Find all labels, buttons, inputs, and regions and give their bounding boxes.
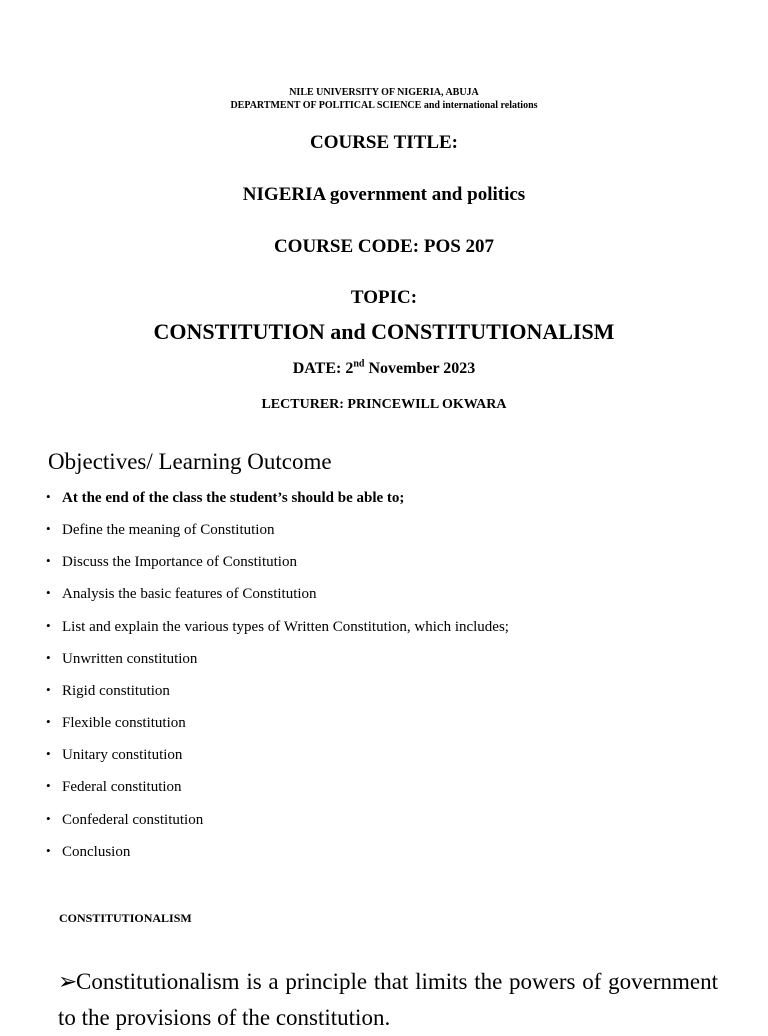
date-rest: November 2023 (364, 360, 476, 377)
list-item-text: Confederal constitution (62, 812, 204, 828)
bullet-icon: • (46, 585, 51, 600)
list-item-text: Conclusion (62, 844, 131, 860)
list-item-text: Define the meaning of Constitution (62, 522, 275, 538)
date-ordinal-suffix: nd (353, 358, 365, 370)
list-item-text: Unwritten constitution (62, 651, 198, 667)
topic-title: CONSTITUTION and CONSTITUTIONALISM (153, 319, 615, 344)
lecture-date (0, 359, 768, 379)
bullet-icon: • (46, 843, 51, 858)
list-item-text: Unitary constitution (62, 747, 183, 763)
bullet-icon: • (46, 618, 51, 633)
constitutionalism-heading: CONSTITUTIONALISM (59, 911, 192, 925)
bullet-icon: • (46, 553, 51, 568)
list-item-text: Flexible constitution (62, 715, 186, 731)
list-item-text: List and explain the various types of Written Constitution, which includes; (62, 619, 509, 635)
bullet-icon: • (46, 521, 51, 536)
bullet-icon: • (46, 650, 51, 665)
bullet-icon: • (46, 746, 51, 761)
list-item-text: Analysis the basic features of Constitution (62, 586, 317, 602)
arrow-bullet-icon: ➢ (58, 969, 78, 994)
list-item-text: At the end of the class the student’s should be able to; (62, 490, 405, 506)
course-title-label: COURSE TITLE: (309, 132, 458, 153)
list-item-text: Federal constitution (62, 779, 182, 795)
constitutionalism-paragraph (58, 964, 718, 1036)
date-prefix: DATE: 2 (292, 360, 354, 377)
university-name: NILE UNIVERSITY OF NIGERIA, ABUJA (289, 87, 479, 98)
paragraph-text: Constitutionalism is a principle that limits the powers of government to the provisions of the constitution. (58, 969, 718, 1030)
bullet-icon: • (46, 682, 51, 697)
topic-label: TOPIC: (350, 287, 418, 308)
bullet-icon: • (46, 714, 51, 729)
course-code: COURSE CODE: POS 207 (273, 236, 495, 257)
bullet-icon: • (46, 811, 51, 826)
bullet-icon: • (46, 489, 51, 504)
list-item-text: Rigid constitution (62, 683, 170, 699)
bullet-icon: • (46, 778, 51, 793)
lecturer-name: LECTURER: PRINCEWILL OKWARA (261, 397, 507, 412)
department-name: DEPARTMENT OF POLITICAL SCIENCE and international relations (230, 100, 538, 111)
objectives-heading: Objectives/ Learning Outcome (48, 449, 332, 474)
list-item-text: Discuss the Importance of Constitution (62, 554, 297, 570)
course-title-value: NIGERIA government and politics (242, 184, 526, 205)
